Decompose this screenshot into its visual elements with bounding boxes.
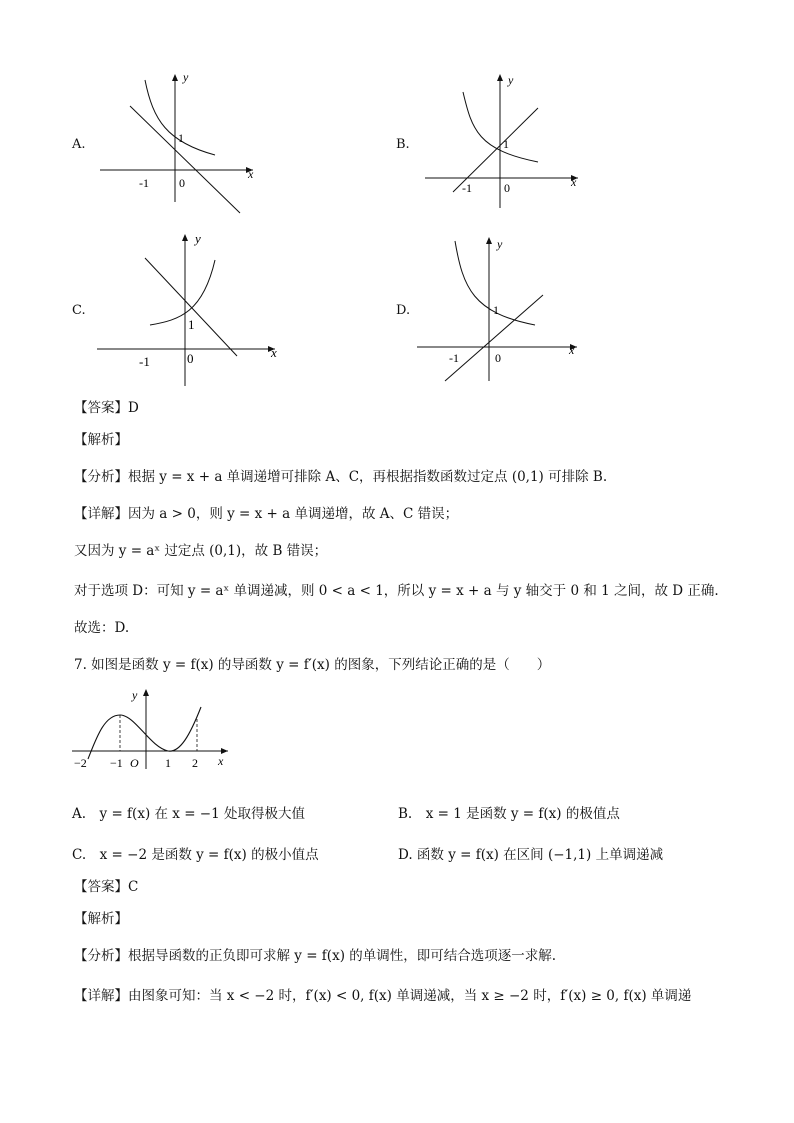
origin-label: O [130,756,139,770]
origin-label: 0 [179,176,185,190]
q7-stem: 7. 如图是函数 y = f(x) 的导函数 y = f′(x) 的图象，下列结论正确的是（ ） [74,657,551,673]
y-axis-label: y [195,231,201,246]
q6-fenxi: 【分析】根据 y = x + a 单调递增可排除 A、C，再根据指数函数过定点 (0,1) 可排除 B. [74,469,608,485]
tick-two: 2 [192,756,198,770]
option-d-graph [415,233,585,385]
origin-label: 0 [187,351,194,366]
x-axis-label: x [571,175,577,189]
tick-one: 1 [493,303,499,317]
q6-analysis-heading: 【解析】 [74,432,128,448]
tick-one: 1 [165,756,171,770]
option-a-graph [95,70,265,218]
y-axis-label: y [497,237,503,251]
tick-neg-one: -1 [449,351,459,365]
option-b-label: B. [396,137,410,152]
tick-neg-one: -1 [462,181,472,195]
q6-line3: 又因为 y = aˣ 过定点 (0,1)，故 B 错误； [74,543,328,559]
option-d-label: D. [396,303,411,318]
x-axis-label: x [569,343,575,357]
q7-option-c: C. x = −2 是函数 y = f(x) 的极小值点 [72,847,319,863]
q7-answer: 【答案】C [74,879,139,895]
origin-label: 0 [495,351,501,365]
option-a-label: A. [72,137,86,152]
tick-neg-one: -1 [139,176,149,190]
x-axis-label: x [248,167,254,181]
q7-option-d: D. 函数 y = f(x) 在区间 (−1,1) 上单调递减 [398,847,664,863]
option-b-graph [420,70,585,215]
tick-one: 1 [503,137,509,151]
q7-derivative-graph [70,685,240,775]
tick-neg-one: -1 [139,354,150,369]
x-axis-label: x [218,754,224,768]
q6-answer: 【答案】D [74,400,139,416]
q7-analysis-heading: 【解析】 [74,911,128,927]
y-axis-label: y [132,688,138,702]
tick-neg-two: −2 [74,756,87,770]
origin-label: 0 [504,181,510,195]
tick-one: 1 [188,317,195,332]
y-axis-label: y [183,70,189,84]
q7-option-b: B. x = 1 是函数 y = f(x) 的极值点 [398,806,620,822]
q6-line4: 对于选项 D：可知 y = aˣ 单调递减，则 0 < a < 1，所以 y = x + a 与 y 轴交于 0 和 1 之间，故 D 正确. [74,583,719,599]
option-c-label: C. [72,303,86,318]
tick-one: 1 [178,131,184,145]
q6-choose: 故选：D. [74,620,130,636]
x-axis-label: x [271,345,277,360]
q7-fenxi: 【分析】根据导函数的正负即可求解 y = f(x) 的单调性，即可结合选项逐一求解. [74,948,557,964]
option-c-graph [95,230,285,390]
q7-option-a: A. y = f(x) 在 x = −1 处取得极大值 [72,806,305,822]
q7-xiangjie: 【详解】由图象可知：当 x < −2 时，f′(x) < 0, f(x) 单调递减，当 x ≥ −2 时，f′(x) ≥ 0, f(x) 单调递 [74,988,692,1004]
tick-neg-one: −1 [110,756,123,770]
q6-xiangjie: 【详解】因为 a > 0，则 y = x + a 单调递增，故 A、C 错误； [74,506,459,522]
y-axis-label: y [508,73,514,87]
